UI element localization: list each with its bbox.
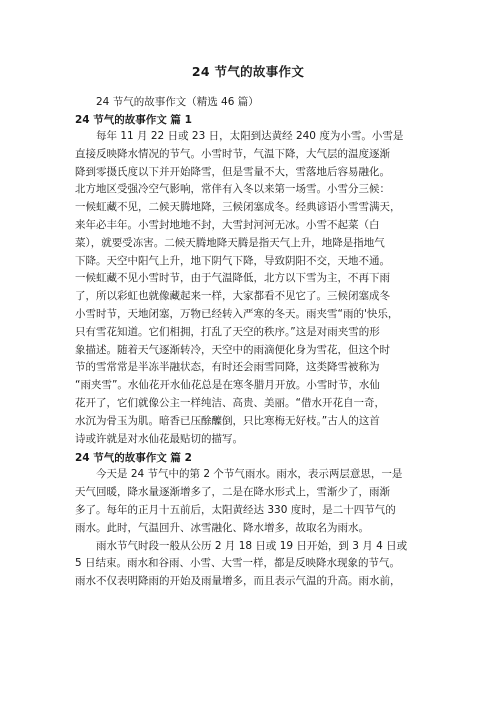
paragraph-line: 雨水节气时段一般从公历 2 月 18 日或 19 日开始，到 3 月 4 日或	[96, 539, 408, 552]
document-title: 24 节气的故事作文	[191, 64, 305, 79]
paragraph-line: 今天是 24 节气中的第 2 个节气雨水。雨水，表示两层意思，一是	[96, 468, 403, 481]
paragraph-line: 一候虹藏不见，二候天腾地降，三候闭塞成冬。经典谚语小雪雪满天，	[75, 201, 401, 214]
paragraph-line: 诗或许就是对水仙花最贴切的描写。	[75, 432, 243, 445]
paragraph-line: 节的雪常常是半冻半融状态，有时还会雨雪同降，这类降雪被称为	[75, 361, 380, 374]
paragraph-line: “雨夹雪”。水仙花开水仙花总是在寒冬腊月开放。小雪时节，水仙	[75, 379, 380, 392]
section-paragraph	[75, 128, 425, 448]
paragraph-line: 菜），就要受冻害。二候天腾地降天腾是指天气上升，地降是指地气	[75, 236, 385, 249]
paragraph-line: 小雪时节，天地闭塞，万物已经转入严寒的冬天。雨夹雪“雨的'快乐，	[75, 307, 399, 320]
paragraph-line: 下降。天空中阳气上升，地下阴气下降，导致阴阳不交，天地不通。	[75, 254, 390, 267]
document-body	[75, 94, 425, 591]
section-paragraph	[75, 466, 425, 537]
paragraph-line: 象描述。随着天气逐渐转冷，天空中的雨滴便化身为雪花，但这个时	[75, 343, 390, 356]
paragraph-line: 水沉为骨玉为肌。暗香已压酴醾倒，只比寒梅无好枝。”古人的这首	[75, 414, 380, 427]
paragraph-line: 每年 11 月 22 日或 23 日，太阳到达黄经 240 度为小雪。小雪是	[96, 130, 404, 142]
paragraph-line: 北方地区受强冷空气影响，常伴有入冬以来第一场雪。小雪分三候：	[75, 183, 390, 196]
paragraph-line: 5 日结束。雨水和谷雨、小雪、大雪一样，都是反映降水现象的节气。	[75, 557, 401, 570]
paragraph-line: 只有雪花知道。它们相拥，打乱了天空的秩序。”这是对雨夹雪的形	[75, 325, 380, 338]
paragraph-line: 花开了，它们就像公主一样纯洁、高贵、美丽。“借水开花自一奇，	[75, 396, 385, 409]
section-paragraph	[75, 538, 425, 591]
paragraph-line: 降到零摄氏度以下并开始降雪，但是雪量不大，雪落地后容易融化。	[75, 165, 390, 178]
paragraph-line: 一候虹藏不见小雪时节，由于气温降低，北方以下雪为主，不再下雨	[75, 272, 390, 285]
document-subtitle: 24 节气的故事作文（精选 46 篇）	[96, 96, 259, 108]
section-heading: 24 节气的故事作文 篇 2	[75, 452, 192, 465]
paragraph-line: 了，所以彩虹也就像藏起来一样，大家都看不见它了。三候闭塞成冬	[75, 290, 390, 303]
paragraph-line: 直接反映降水情况的节气。小雪时节，气温下降，大气层的温度逐渐	[75, 147, 390, 160]
paragraph-line: 雨水。此时，气温回升、冰雪融化、降水增多，故取名为雨水。	[75, 521, 369, 534]
paragraph-line: 天气回暖，降水量逐渐增多了，二是在降水形式上，雪渐少了，雨渐	[75, 486, 390, 499]
paragraph-line: 雨水不仅表明降雨的开始及雨量增多，而且表示气温的升高。雨水前，	[75, 575, 401, 588]
paragraph-line: 多了。每年的正月十五前后，太阳黄经达 330 度时，是二十四节气的	[75, 503, 396, 516]
paragraph-line: 来年必丰年。小雪封地地不封，大雪封河河无冰。小雪不起菜（白	[75, 218, 380, 231]
section-heading: 24 节气的故事作文 篇 1	[75, 114, 192, 126]
